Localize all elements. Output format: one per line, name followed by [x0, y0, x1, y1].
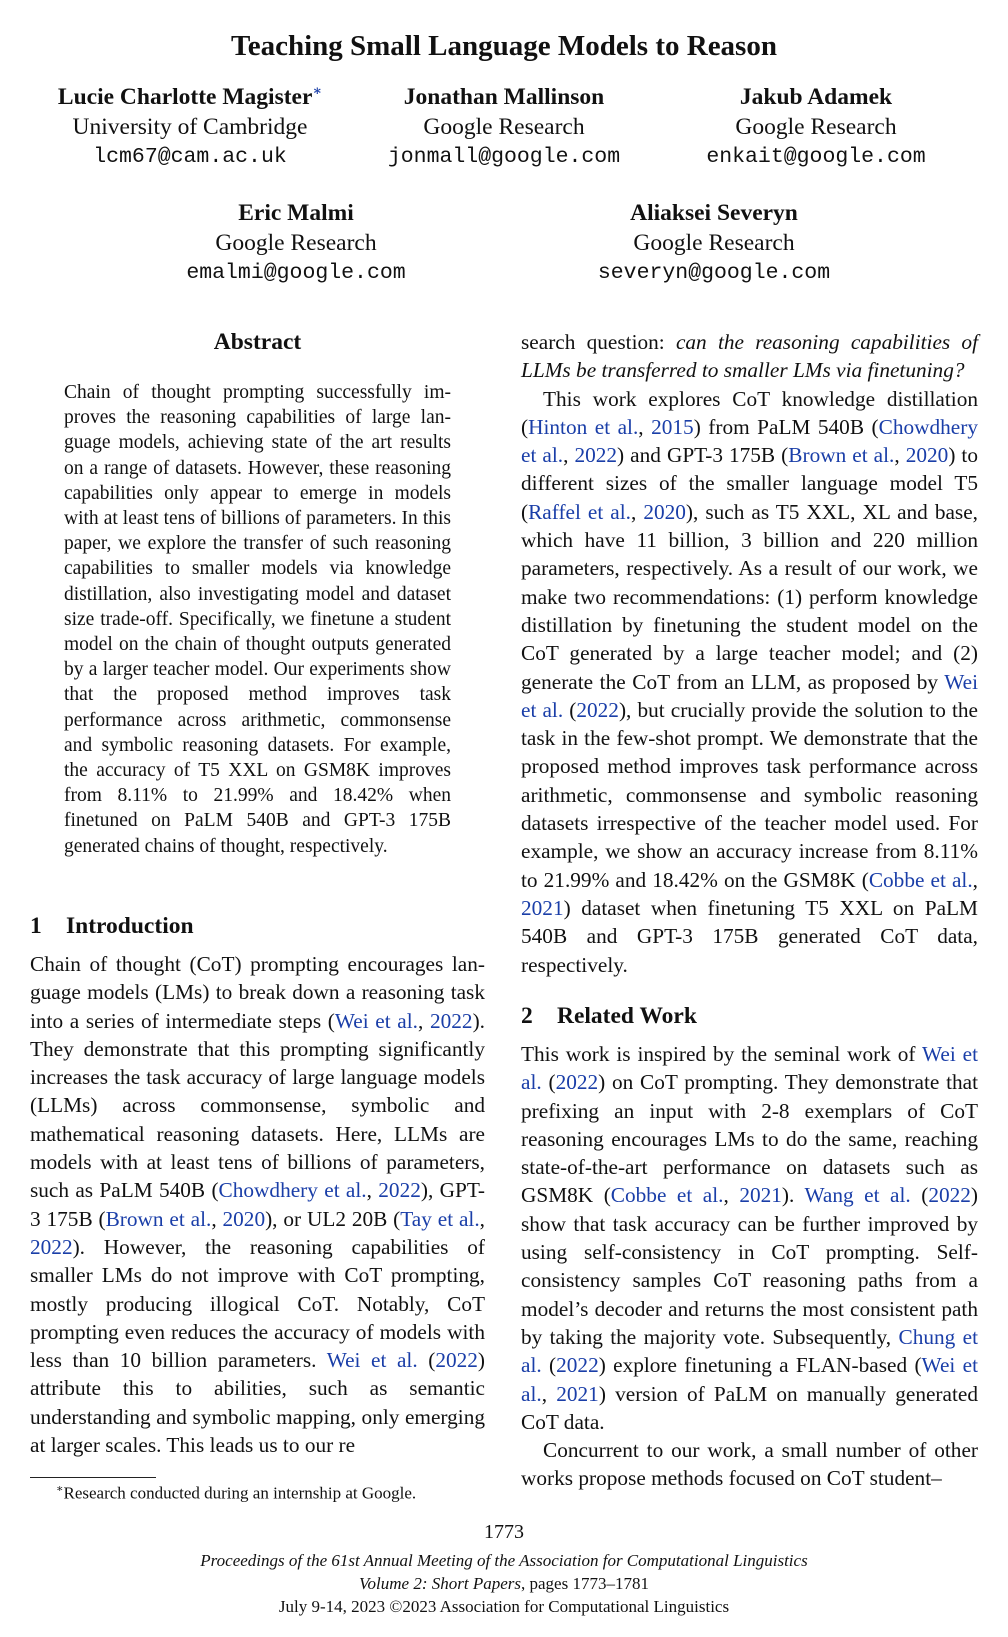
section-title: Related Work	[557, 1003, 697, 1029]
author-email: emalmi@google.com	[186, 261, 406, 285]
author-name: Jakub Adamek	[739, 84, 893, 110]
section-number: 2	[521, 1003, 533, 1029]
proceedings-line-2: Volume 2: Short Papers, pages 1773–1781	[359, 1574, 649, 1593]
paragraph: This work explores CoT knowledge distillation (Hinton et al., 2015) from PaLM 540B (Chowdhery et al., 2022) and GPT-3 175B (Brown et al., 2020) to different sizes of the smaller language model T5 (Raffel et al., 2020), such as T5 XXL, XL and base, which have 11 billion, 3 billion and 220 million parameters, respectively. As a result of our work, we make two recommendations: (1) perform knowledge distillation by finetuning the student model on the CoT generated by a large teacher model; and (2) generate the CoT from an LLM, as proposed by Wei et al. (2022), but crucially provide the solution to the task in the few-shot prompt. We demonstrate that the proposed method improves task performance across arithmetic, commonsense and symbolic reasoning datasets irrespective of the teacher model used. For example, we show an accuracy increase from 8.11% to 21.99% and 18.42% on the GSM8K (Cobbe et al., 2021) dataset when finetuning T5 XXL on PaLM 540B and GPT-3 175B generated CoT data, respectively.	[521, 386, 979, 977]
paragraph: search question: can the reasoning capabilities of LLMs be transferred to smaller LMs via finetuning?	[521, 330, 978, 383]
related-work-text	[521, 1040, 978, 1493]
citation-link[interactable]: 2021	[556, 1381, 599, 1406]
author-email: lcm67@cam.ac.uk	[93, 145, 287, 169]
author-block	[666, 82, 966, 172]
citation-link[interactable]: 2021	[521, 895, 564, 920]
author-email: severyn@google.com	[597, 261, 831, 285]
citation-link[interactable]: 2022	[574, 443, 618, 468]
author-affiliation: Google Research	[423, 114, 585, 140]
citation-link[interactable]: Tay et al.	[400, 1206, 480, 1231]
citation-link[interactable]: 2022	[435, 1348, 478, 1373]
citation-link[interactable]: Wei et al.	[521, 1353, 978, 1406]
author-name: Lucie Charlotte Magister∗	[57, 84, 323, 110]
paragraph: Chain of thought (CoT) prompting encourages language models (LMs) to break down a reasoning task into a series of intermediate steps (Wei et al., 2022). They demonstrate that this prompting significantly increases the task accuracy of large language models (LLMs) across commonsense, symbolic and mathematical reasoning datasets. Here, LLMs are models with at least tens of billions of parameters, such as PaLM 540B (Chowdhery et al., 2022), GPT-3 175B (Brown et al., 2020), or UL2 20B (Tay et al., 2022). However, the reasoning capabilities of smaller LMs do not improve with CoT prompting, mostly producing illogical CoT. Notably, CoT prompting even reduces the accuracy of models with less than 10 billion parameters. Wei et al. (2022) attribute this to abilities, such as semantic understanding and symbolic mapping, only emerging at larger scales. This leads us to our re	[30, 952, 485, 1458]
author-affiliation: Google Research	[215, 230, 377, 256]
citation-link[interactable]: Chowdhery et al.	[521, 414, 978, 468]
proceedings-line-1: Proceedings of the 61st Annual Meeting of the Association for Computational Linguistics	[200, 1551, 808, 1570]
author-block	[40, 82, 340, 172]
citation-link[interactable]: Hinton et al.	[528, 414, 639, 439]
citation-link[interactable]: Wei et al.	[326, 1348, 418, 1373]
footnote-rule	[30, 1477, 156, 1478]
author-affiliation: University of Cambridge	[72, 114, 308, 140]
citation-link[interactable]: Cobbe et al.	[868, 867, 973, 892]
author-name: Jonathan Mallinson	[403, 84, 605, 110]
author-affiliation: Google Research	[735, 114, 897, 140]
author-block	[564, 198, 864, 288]
author-affiliation: Google Research	[633, 230, 795, 256]
paragraph: Concurrent to our work, a small number of other works propose methods focused on CoT student–	[521, 1438, 978, 1491]
citation-link[interactable]: 2022	[555, 1070, 599, 1095]
author-email: jonmall@google.com	[387, 145, 621, 169]
citation-link[interactable]: Cobbe et al.	[610, 1183, 724, 1208]
section-heading-related-work	[521, 1003, 697, 1030]
proceedings-line-3: July 9-14, 2023 ©2023 Association for Computational Linguistics	[278, 1597, 730, 1616]
citation-link[interactable]: 2022	[928, 1183, 971, 1208]
citation-link[interactable]: Wang et al.	[804, 1183, 911, 1208]
citation-link[interactable]: Wei et al.	[334, 1008, 418, 1033]
citation-link[interactable]: 2022	[429, 1008, 473, 1033]
section-number: 1	[30, 913, 42, 939]
citation-link[interactable]: 2022	[556, 1353, 599, 1378]
citation-link[interactable]: 2015	[651, 414, 694, 439]
citation-link[interactable]: 2022	[576, 697, 619, 722]
citation-link[interactable]: Wei et al.	[521, 669, 978, 722]
citation-link[interactable]: Raffel et al.	[528, 499, 631, 524]
citation-link[interactable]: 2022	[30, 1234, 73, 1259]
introduction-text	[30, 950, 485, 1459]
author-name: Aliaksei Severyn	[630, 200, 798, 226]
author-name: Eric Malmi	[238, 200, 354, 226]
abstract-heading: Abstract	[213, 329, 302, 355]
citation-link[interactable]: Brown et al.	[105, 1206, 212, 1231]
author-block	[146, 198, 446, 288]
citation-link[interactable]: Chowdhery et al.	[218, 1178, 367, 1203]
citation-link[interactable]: Brown et al.	[788, 443, 895, 468]
author-email: enkait@google.com	[706, 145, 926, 169]
footnote: ∗Research conducted during an internship at Google.	[56, 1483, 417, 1503]
footnote-mark[interactable]: ∗	[312, 84, 323, 100]
citation-link[interactable]: Chung et al.	[521, 1324, 978, 1378]
citation-link[interactable]: 2020	[222, 1206, 266, 1231]
paper-title: Teaching Small Language Models to Reason	[231, 30, 777, 62]
paragraph: This work is inspired by the seminal work of Wei et al. (2022) on CoT prompting. They demonstrate that prefixing an input with 2-8 exemplars of CoT reasoning encourages LMs to do the same, reaching state-of-the-art performance on datasets such as GSM8K (Cobbe et al., 2021). Wang et al. (2022) show that task accuracy can be further improved by using self-consistency in CoT prompting. Self-consistency samples CoT reasoning paths from a model’s decoder and returns the most consistent path by taking the majority vote. Subsequently, Chung et al. (2022) explore finetuning a FLAN-based (Wei et al., 2021) version of PaLM on manually generated CoT data.	[521, 1042, 979, 1434]
citation-link[interactable]: 2020	[905, 443, 949, 468]
right-column-text	[521, 328, 978, 979]
author-block	[354, 82, 654, 172]
section-heading-introduction	[30, 913, 194, 940]
citation-link[interactable]: Wei et al.	[521, 1042, 978, 1095]
abstract-body: Chain of thought prompting successfully improves the reasoning capabilities of large language models, achieving state of the art results on a range of datasets. However, these reasoning capabilities only appear to emerge in models with at least tens of billions of parameters. In this paper, we explore the transfer of such reasoning capabilities to smaller models via knowledge distillation, also investigating model and dataset size trade-off. Specifically, we finetune a student model on the chain of thought outputs generated by a larger teacher model. Our experiments show that the proposed method improves task performance across arithmetic, commonsense and symbolic reasoning datasets. For example, the accuracy of T5 XXL on GSM8K improves from 8.11% to 21.99% and 18.42% when finetuned on PaLM 540B and GPT-3 175B generated chains of thought, respectively.	[64, 382, 451, 857]
citation-link[interactable]: 2021	[739, 1183, 782, 1208]
page-number: 1773	[484, 1521, 524, 1543]
citation-link[interactable]: 2022	[378, 1178, 421, 1203]
citation-link[interactable]: 2020	[643, 499, 686, 524]
section-title: Introduction	[66, 913, 194, 939]
